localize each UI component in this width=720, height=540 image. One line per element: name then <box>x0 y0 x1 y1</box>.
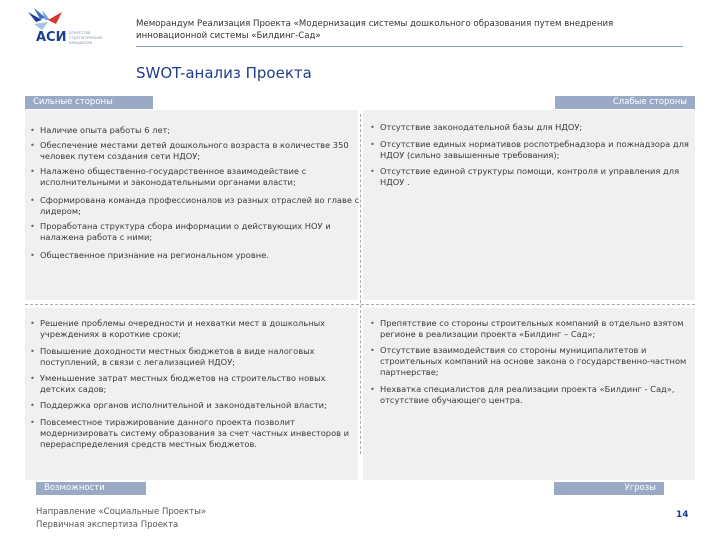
strength-item: • Проработана структура сбора информации о действующих НОУ и налажена работа с ними; <box>30 221 355 243</box>
footer-line-1: Направление «Социальные Проекты» <box>36 507 207 517</box>
opportunity-item: • Решение проблемы очередности и нехватки мест в дошкольных учреждениях в короткие сроки; <box>30 318 355 340</box>
logo-subtitle: агентство стратегических инициатив <box>69 30 103 45</box>
footer <box>36 506 206 532</box>
footer-line-2: Первичная экспертиза Проекта <box>36 520 179 530</box>
memo-header: Меморандум Реализация Проекта «Модернизация системы дошкольного образования путем внедрения инновационной системы «Билдинг-Сад» <box>136 19 614 41</box>
strengths-label: Сильные стороны <box>25 96 153 109</box>
page-title: SWOT-анализ Проекта <box>136 64 312 82</box>
weakness-item: • Отсутствие единой структуры помощи, контроля и управления для НДОУ . <box>370 166 695 188</box>
horizontal-divider <box>25 304 695 305</box>
opportunity-item: • Повсеместное тиражирование данного проекта позволит модернизировать систему образования за счет частных инвесторов и перераспределения средств местных бюджетов. <box>30 417 355 450</box>
weaknesses-label: Слабые стороны <box>555 96 695 109</box>
weakness-item: • Отсутствие законодательной базы для НДОУ; <box>370 122 695 133</box>
strength-item: • Наличие опыта работы 6 лет; <box>30 125 355 136</box>
strength-item: • Общественное признание на региональном уровне. <box>30 250 360 261</box>
header-divider <box>136 46 683 47</box>
strength-item: • Обеспечение местами детей дошкольного возраста в количестве 350 человек путем создания сети НДОУ; <box>30 140 360 162</box>
strength-item: • Сформирована команда профессионалов из разных отраслей во главе с лидером; <box>30 195 360 217</box>
opportunity-item: • Повышение доходности местных бюджетов в виде налоговых поступлений, в связи с легализацией НДОУ; <box>30 346 355 368</box>
threat-item: • Препятствие со стороны строительных компаний в отдельно взятом регионе в реализации проекта «Билдинг – Сад»; <box>370 318 695 340</box>
threats-label: Угрозы <box>554 482 664 495</box>
vertical-divider <box>360 114 361 454</box>
threat-item: • Отсутствие взаимодействия со стороны муниципалитетов и строительных компаний на основе закона о государственно-частном партнерстве; <box>370 345 695 378</box>
strength-item: • Налажено общественно-государственное взаимодействие с исполнительными и законодательными органами власти; <box>30 166 355 188</box>
opportunity-item: • Поддержка органов исполнительной и законодательной власти; <box>30 400 360 411</box>
threat-item: • Нехватка специалистов для реализации проекта «Билдинг - Сад», отсутствие обучающего центра. <box>370 384 695 406</box>
opportunity-item: • Уменьшение затрат местных бюджетов на строительство новых детских садов; <box>30 373 355 395</box>
logo-text: АСИ <box>36 30 67 45</box>
page-number: 14 <box>676 510 689 520</box>
weakness-item: • Отсутствие единых нормативов роспотребнадзора и пожнадзора для НДОУ (сильно завышенные требования); <box>370 139 695 161</box>
opportunities-label: Возможности <box>36 482 146 495</box>
